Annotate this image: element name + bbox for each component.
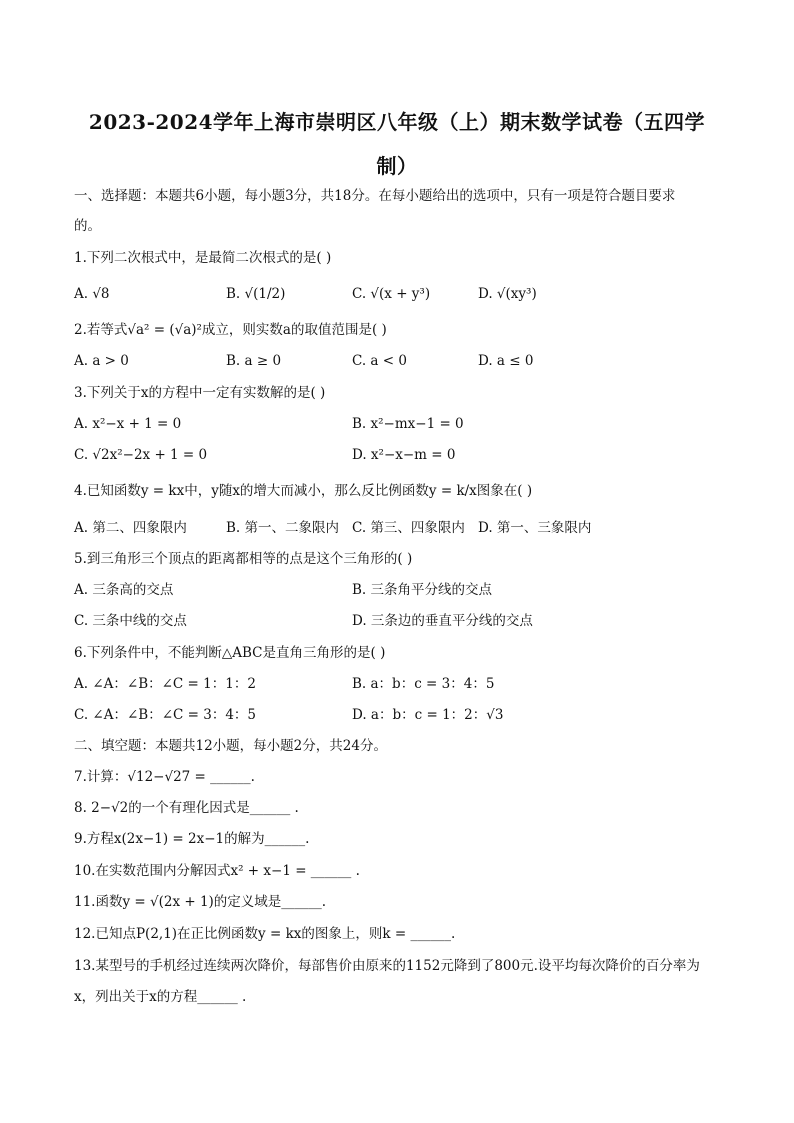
question-5-option-b: B. 三条角平分线的交点 [352, 582, 493, 598]
question-3-stem: 3.下列关于x的方程中一定有实数解的是( ) [74, 385, 326, 401]
question-7: 7.计算：√12−√27 = ______. [74, 769, 255, 785]
question-2-option-a: A. a > 0 [74, 353, 129, 369]
question-4-stem: 4.已知函数y = kx中，y随x的增大而减小，那么反比例函数y = k/x图象在( ) [74, 483, 533, 499]
question-4-option-c: C. 第三、四象限内 [352, 520, 465, 536]
question-4-option-d: D. 第一、三象限内 [478, 520, 592, 536]
question-4-option-a: A. 第二、四象限内 [74, 520, 187, 536]
question-2-stem: 2.若等式√a² = (√a)²成立，则实数a的取值范围是( ) [74, 322, 387, 338]
section-1-heading-cont: 的。 [74, 218, 101, 234]
section-1-heading: 一、选择题：本题共6小题，每小题3分，共18分。在每小题给出的选项中，只有一项是符合题目要求 [74, 188, 676, 204]
question-6-option-a: A. ∠A：∠B：∠C = 1：1：2 [74, 676, 256, 692]
section-2-heading: 二、填空题：本题共12小题，每小题2分，共24分。 [74, 738, 387, 754]
question-3-option-a: A. x²−x + 1 = 0 [74, 416, 182, 432]
exam-title [60, 100, 734, 188]
question-6-option-d: D. a：b：c = 1：2：√3 [352, 707, 504, 723]
title-line-2: 制） [376, 154, 418, 178]
question-1-option-b: B. √(1/2) [226, 286, 286, 302]
question-5-option-d: D. 三条边的垂直平分线的交点 [352, 613, 533, 629]
question-3-option-d: D. x²−x−m = 0 [352, 447, 456, 463]
question-4-option-b: B. 第一、二象限内 [226, 520, 340, 536]
question-8: 8. 2−√2的一个有理化因式是______ . [74, 800, 299, 816]
question-2-option-d: D. a ≤ 0 [478, 353, 534, 369]
question-5-option-c: C. 三条中线的交点 [74, 613, 187, 629]
question-1-option-c: C. √(x + y³) [352, 286, 431, 302]
question-13-line-1: 13.某型号的手机经过连续两次降价，每部售价由原来的1152元降到了800元.设平均每次降价的百分率为 [74, 958, 700, 974]
question-3-option-b: B. x²−mx−1 = 0 [352, 416, 464, 432]
question-5-option-a: A. 三条高的交点 [74, 582, 174, 598]
question-10: 10.在实数范围内分解因式x² + x−1 = ______ . [74, 863, 360, 879]
question-2-option-c: C. a < 0 [352, 353, 407, 369]
question-12: 12.已知点P(2,1)在正比例函数y = kx的图象上，则k = ______. [74, 926, 456, 942]
question-6-stem: 6.下列条件中，不能判断△ABC是直角三角形的是( ) [74, 645, 386, 661]
question-3-option-c: C. √2x²−2x + 1 = 0 [74, 447, 208, 463]
question-11: 11.函数y = √(2x + 1)的定义域是______. [74, 894, 327, 910]
question-1-option-d: D. √(xy³) [478, 286, 537, 302]
question-1-stem: 1.下列二次根式中，是最简二次根式的是( ) [74, 250, 332, 266]
question-2-option-b: B. a ≥ 0 [226, 353, 282, 369]
question-9: 9.方程x(2x−1) = 2x−1的解为______. [74, 831, 310, 847]
question-6-option-c: C. ∠A：∠B：∠C = 3：4：5 [74, 707, 257, 723]
question-6-option-b: B. a：b：c = 3：4：5 [352, 676, 495, 692]
question-5-stem: 5.到三角形三个顶点的距离都相等的点是这个三角形的( ) [74, 551, 413, 567]
question-1-option-a: A. √8 [74, 286, 110, 302]
title-line-1: 2023-2024学年上海市崇明区八年级（上）期末数学试卷（五四学 [88, 110, 706, 134]
question-13-line-2: x，列出关于x的方程______ . [74, 989, 247, 1005]
